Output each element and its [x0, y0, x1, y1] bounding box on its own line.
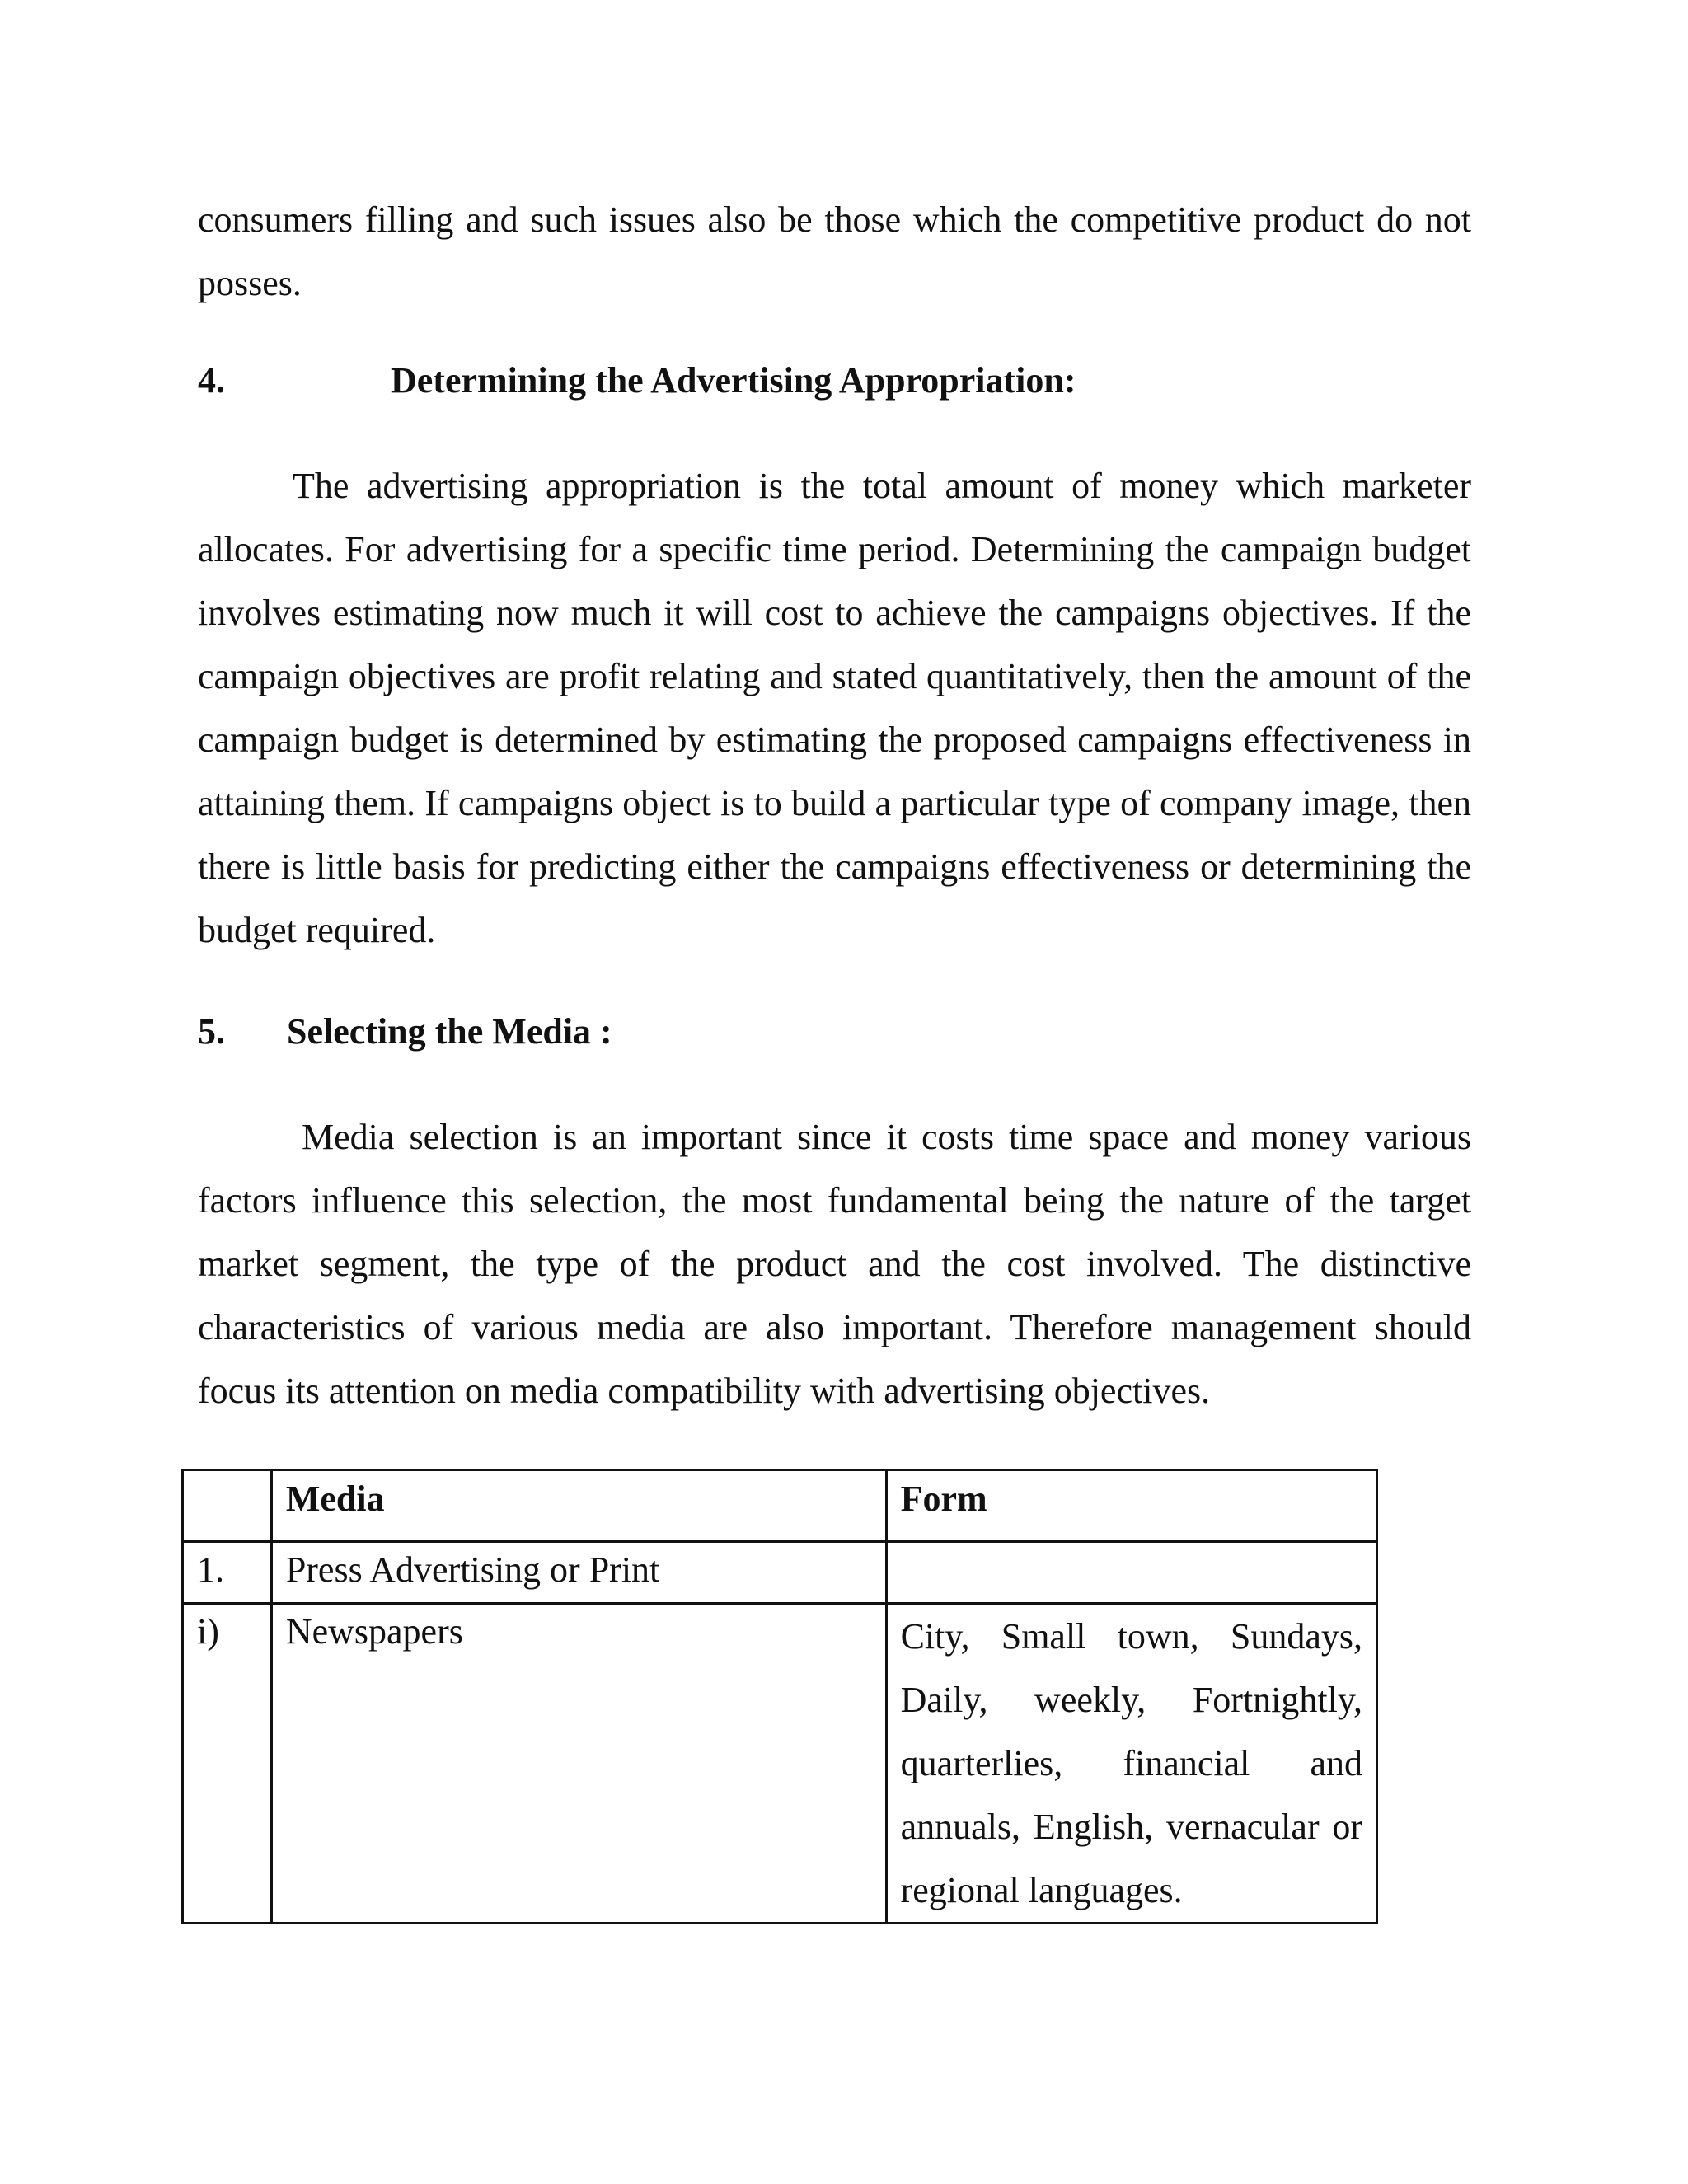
- form-text: City, Small town, Sundays, Daily, weekly, Fortnightly, quarterlies, financial and annuals, English, vernacular or regional languages.: [900, 1616, 1362, 1910]
- form-cell: [886, 1604, 1376, 1924]
- section-4-paragraph: The advertising appropriation is the total amount of money which marketer allocates. For advertising for a specific time period. Determining the campaign budget involves estimating now much it will cost to achieve the campaigns objectives. If the campaign objectives are profit relating and stated quantitatively, then the amount of the campaign budget is determined by estimating the proposed campaigns effectiveness in attaining them. If campaigns object is to build a particular type of company image, then there is little basis for predicting either the campaigns effectiveness or determining the budget required.: [198, 466, 1471, 950]
- serial-cell: i): [183, 1604, 272, 1924]
- serial-cell: 1.: [183, 1542, 272, 1604]
- section-4-heading: Determining the Advertising Appropriation:: [391, 360, 1076, 401]
- form-cell: [886, 1542, 1376, 1604]
- table-header-row: [183, 1470, 1377, 1542]
- table-row: [183, 1542, 1377, 1604]
- section-4-number: 4.: [198, 360, 225, 401]
- section-5-number: 5.: [198, 1011, 225, 1052]
- section-5-paragraph: Media selection is an important since it costs time space and money various factors influence this selection, the most fundamental being the nature of the target market segment, the type of the product and the cost involved. The distinctive characteristics of various media are also important. Therefore management should focus its attention on media compatibility with advertising objectives.: [198, 1117, 1471, 1411]
- header-media-cell: Media: [271, 1470, 886, 1542]
- intro-paragraph: consumers filling and such issues also be those which the competitive product do not posses.: [198, 199, 1471, 303]
- media-cell: Newspapers: [271, 1604, 886, 1924]
- table-row: [183, 1604, 1377, 1924]
- header-form-cell: Form: [886, 1470, 1376, 1542]
- media-form-table: [181, 1469, 1378, 1924]
- header-serial-cell: [183, 1470, 272, 1542]
- section-5-heading: Selecting the Media :: [287, 1011, 612, 1052]
- media-cell: Press Advertising or Print: [271, 1542, 886, 1604]
